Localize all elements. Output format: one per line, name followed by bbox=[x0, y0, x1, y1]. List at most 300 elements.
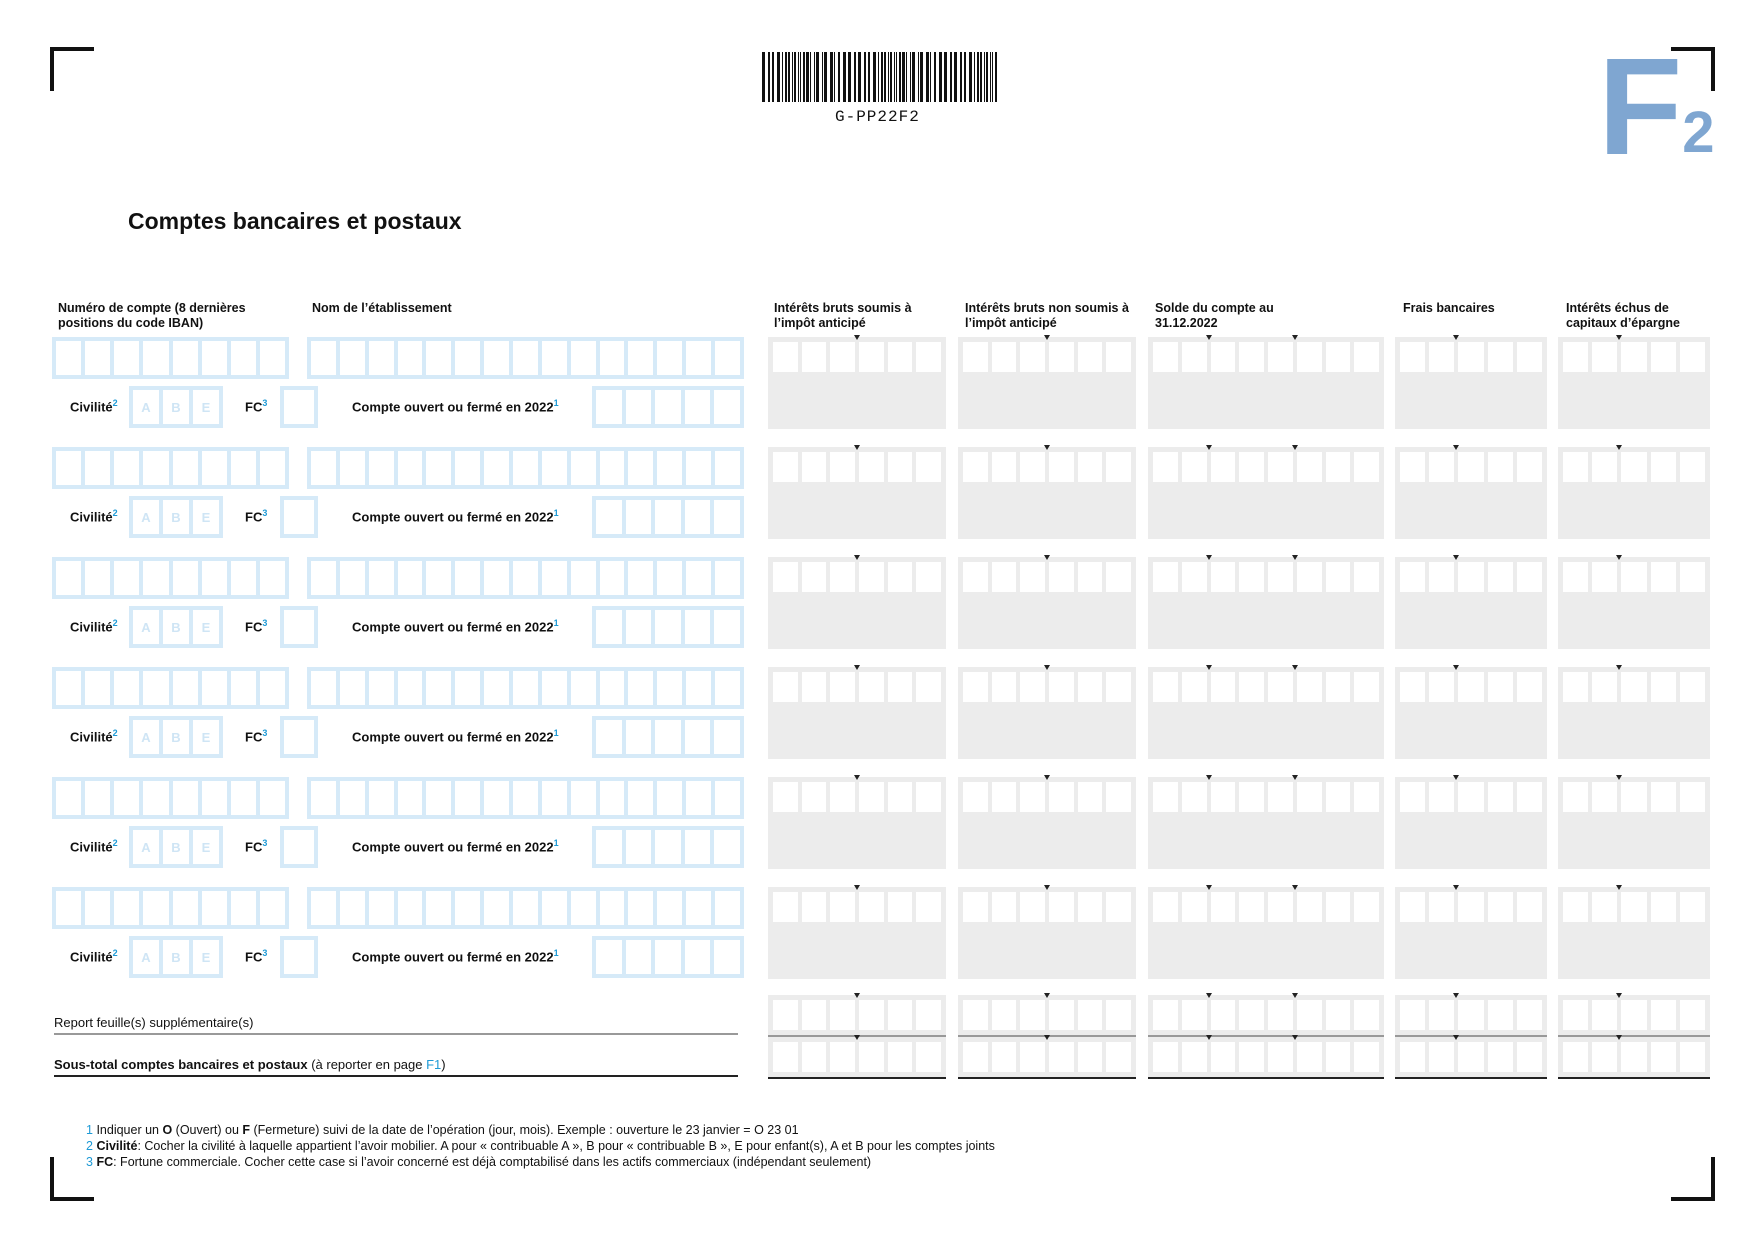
amount-field-digit-cell[interactable] bbox=[1182, 782, 1207, 812]
amount-field-digit-cell[interactable] bbox=[1239, 672, 1264, 702]
institution-name-field-cell[interactable] bbox=[571, 671, 596, 705]
account-number-field-cell[interactable] bbox=[114, 781, 139, 815]
institution-name-field-cell[interactable] bbox=[369, 451, 394, 485]
civility-field-cell[interactable]: A bbox=[133, 940, 159, 974]
institution-name-field-cell[interactable] bbox=[715, 341, 740, 375]
amount-field-digit-cell[interactable] bbox=[963, 342, 988, 372]
amount-field-digit-cell[interactable] bbox=[1354, 782, 1379, 812]
civility-field-cell[interactable]: B bbox=[163, 830, 189, 864]
institution-name-field-cell[interactable] bbox=[542, 561, 567, 595]
account-number-field-cell[interactable] bbox=[231, 341, 256, 375]
institution-name-field-cell[interactable] bbox=[455, 781, 480, 815]
account-number-field-cell[interactable] bbox=[202, 671, 227, 705]
account-number-field-cell[interactable] bbox=[260, 781, 285, 815]
opened-closed-field-cell[interactable] bbox=[655, 390, 681, 424]
amount-field-digit-cell[interactable] bbox=[1517, 892, 1542, 922]
amount-field-digit-cell[interactable] bbox=[992, 562, 1017, 592]
institution-name-field-cell[interactable] bbox=[484, 561, 509, 595]
amount-field-digit-cell[interactable] bbox=[1517, 452, 1542, 482]
amount-field-digit-cell[interactable] bbox=[802, 452, 827, 482]
amount-field-digit-cell[interactable] bbox=[1239, 452, 1264, 482]
account-number-field-cell[interactable] bbox=[114, 671, 139, 705]
institution-name-field-cell[interactable] bbox=[484, 671, 509, 705]
institution-name-field-cell[interactable] bbox=[426, 341, 451, 375]
institution-name-field-cell[interactable] bbox=[513, 671, 538, 705]
amount-field-digit-cell[interactable] bbox=[888, 782, 913, 812]
amount-field-digit-cell[interactable] bbox=[916, 672, 941, 702]
amount-field-digit-cell[interactable] bbox=[1563, 342, 1588, 372]
amount-field-digit-cell[interactable] bbox=[1488, 672, 1513, 702]
report-amount-field-digit-cell[interactable] bbox=[1592, 1000, 1617, 1030]
amount-field-digit-cell[interactable] bbox=[830, 452, 855, 482]
amount-field-digit-cell[interactable] bbox=[1182, 672, 1207, 702]
amount-field-digit-cell[interactable] bbox=[802, 342, 827, 372]
report-amount-field-digit-cell[interactable] bbox=[1049, 1000, 1074, 1030]
amount-field-digit-cell[interactable] bbox=[1621, 672, 1646, 702]
subtotal-amount-field-digit-cell[interactable] bbox=[1680, 1042, 1705, 1072]
amount-field-digit-cell[interactable] bbox=[1153, 342, 1178, 372]
amount-field-digit-cell[interactable] bbox=[1326, 892, 1351, 922]
amount-field-digit-cell[interactable] bbox=[1354, 452, 1379, 482]
amount-field-digit-cell[interactable] bbox=[1517, 342, 1542, 372]
subtotal-amount-field-digit-cell[interactable] bbox=[1354, 1042, 1379, 1072]
institution-name-field-cell[interactable] bbox=[426, 891, 451, 925]
institution-name-field-cell[interactable] bbox=[340, 781, 365, 815]
amount-field-digit-cell[interactable] bbox=[1621, 562, 1646, 592]
account-number-field-cell[interactable] bbox=[56, 341, 81, 375]
amount-field-digit-cell[interactable] bbox=[1049, 892, 1074, 922]
amount-field-digit-cell[interactable] bbox=[1182, 452, 1207, 482]
account-number-field-cell[interactable] bbox=[173, 671, 198, 705]
amount-field-digit-cell[interactable] bbox=[1429, 562, 1454, 592]
amount-field-digit-cell[interactable] bbox=[1326, 452, 1351, 482]
opened-closed-field-cell[interactable] bbox=[685, 610, 711, 644]
amount-field-digit-cell[interactable] bbox=[963, 672, 988, 702]
amount-field-digit-cell[interactable] bbox=[1488, 892, 1513, 922]
institution-name-field-cell[interactable] bbox=[657, 561, 682, 595]
opened-closed-field-cell[interactable] bbox=[626, 500, 652, 534]
amount-field-digit-cell[interactable] bbox=[916, 342, 941, 372]
amount-field-digit-cell[interactable] bbox=[1621, 782, 1646, 812]
institution-name-field-cell[interactable] bbox=[628, 781, 653, 815]
subtotal-page-ref[interactable]: F1 bbox=[426, 1057, 442, 1072]
amount-field-digit-cell[interactable] bbox=[916, 562, 941, 592]
institution-name-field-cell[interactable] bbox=[600, 561, 625, 595]
subtotal-amount-field-digit-cell[interactable] bbox=[1153, 1042, 1178, 1072]
amount-field-digit-cell[interactable] bbox=[1651, 672, 1676, 702]
amount-field-digit-cell[interactable] bbox=[1106, 892, 1131, 922]
amount-field-digit-cell[interactable] bbox=[1020, 562, 1045, 592]
institution-name-field-cell[interactable] bbox=[686, 451, 711, 485]
amount-field-digit-cell[interactable] bbox=[859, 452, 884, 482]
subtotal-amount-field-digit-cell[interactable] bbox=[1182, 1042, 1207, 1072]
amount-field-digit-cell[interactable] bbox=[1592, 562, 1617, 592]
amount-field-digit-cell[interactable] bbox=[1680, 342, 1705, 372]
opened-closed-field-cell[interactable] bbox=[626, 720, 652, 754]
subtotal-amount-field-digit-cell[interactable] bbox=[1488, 1042, 1513, 1072]
amount-field-digit-cell[interactable] bbox=[1078, 342, 1103, 372]
amount-field-digit-cell[interactable] bbox=[992, 892, 1017, 922]
institution-name-field-cell[interactable] bbox=[426, 671, 451, 705]
amount-field-digit-cell[interactable] bbox=[773, 562, 798, 592]
amount-field-digit-cell[interactable] bbox=[1680, 892, 1705, 922]
amount-field-digit-cell[interactable] bbox=[1078, 672, 1103, 702]
report-amount-field-digit-cell[interactable] bbox=[1153, 1000, 1178, 1030]
account-number-field-cell[interactable] bbox=[114, 561, 139, 595]
institution-name-field-cell[interactable] bbox=[686, 671, 711, 705]
account-number-field-cell[interactable] bbox=[85, 561, 110, 595]
amount-field-digit-cell[interactable] bbox=[1078, 452, 1103, 482]
amount-field-digit-cell[interactable] bbox=[1020, 672, 1045, 702]
civility-field-cell[interactable]: A bbox=[133, 610, 159, 644]
amount-field-digit-cell[interactable] bbox=[1049, 342, 1074, 372]
report-amount-field-digit-cell[interactable] bbox=[1268, 1000, 1293, 1030]
fc-checkbox-cell[interactable] bbox=[284, 610, 314, 644]
subtotal-amount-field-digit-cell[interactable] bbox=[1563, 1042, 1588, 1072]
institution-name-field-cell[interactable] bbox=[657, 671, 682, 705]
amount-field-digit-cell[interactable] bbox=[1517, 782, 1542, 812]
institution-name-field-cell[interactable] bbox=[311, 781, 336, 815]
amount-field-digit-cell[interactable] bbox=[1354, 892, 1379, 922]
amount-field-digit-cell[interactable] bbox=[1106, 342, 1131, 372]
amount-field-digit-cell[interactable] bbox=[773, 672, 798, 702]
amount-field-digit-cell[interactable] bbox=[1400, 782, 1425, 812]
amount-field-digit-cell[interactable] bbox=[963, 562, 988, 592]
account-number-field-cell[interactable] bbox=[231, 671, 256, 705]
amount-field-digit-cell[interactable] bbox=[1563, 782, 1588, 812]
subtotal-amount-field-digit-cell[interactable] bbox=[1592, 1042, 1617, 1072]
amount-field-digit-cell[interactable] bbox=[1458, 562, 1483, 592]
amount-field-digit-cell[interactable] bbox=[1182, 342, 1207, 372]
amount-field-digit-cell[interactable] bbox=[1458, 892, 1483, 922]
fc-checkbox-cell[interactable] bbox=[284, 830, 314, 864]
amount-field-digit-cell[interactable] bbox=[1680, 562, 1705, 592]
amount-field-digit-cell[interactable] bbox=[1458, 342, 1483, 372]
institution-name-field-cell[interactable] bbox=[369, 891, 394, 925]
report-amount-field-digit-cell[interactable] bbox=[1239, 1000, 1264, 1030]
opened-closed-field-cell[interactable] bbox=[714, 720, 740, 754]
fc-checkbox-cell[interactable] bbox=[284, 500, 314, 534]
amount-field-digit-cell[interactable] bbox=[1429, 892, 1454, 922]
amount-field-digit-cell[interactable] bbox=[773, 452, 798, 482]
amount-field-digit-cell[interactable] bbox=[1488, 562, 1513, 592]
opened-closed-field-cell[interactable] bbox=[655, 610, 681, 644]
institution-name-field-cell[interactable] bbox=[340, 671, 365, 705]
institution-name-field-cell[interactable] bbox=[542, 891, 567, 925]
institution-name-field-cell[interactable] bbox=[398, 341, 423, 375]
account-number-field-cell[interactable] bbox=[260, 561, 285, 595]
civility-field-cell[interactable]: A bbox=[133, 830, 159, 864]
report-amount-field-digit-cell[interactable] bbox=[1020, 1000, 1045, 1030]
institution-name-field-cell[interactable] bbox=[715, 561, 740, 595]
account-number-field-cell[interactable] bbox=[114, 891, 139, 925]
amount-field-digit-cell[interactable] bbox=[1517, 672, 1542, 702]
opened-closed-field-cell[interactable] bbox=[655, 720, 681, 754]
amount-field-digit-cell[interactable] bbox=[1458, 672, 1483, 702]
amount-field-digit-cell[interactable] bbox=[1621, 452, 1646, 482]
institution-name-field-cell[interactable] bbox=[398, 671, 423, 705]
amount-field-digit-cell[interactable] bbox=[1268, 342, 1293, 372]
amount-field-digit-cell[interactable] bbox=[1239, 562, 1264, 592]
amount-field-digit-cell[interactable] bbox=[1680, 452, 1705, 482]
opened-closed-field-cell[interactable] bbox=[596, 610, 622, 644]
amount-field-digit-cell[interactable] bbox=[1326, 672, 1351, 702]
report-amount-field-digit-cell[interactable] bbox=[1563, 1000, 1588, 1030]
institution-name-field-cell[interactable] bbox=[426, 781, 451, 815]
report-amount-field-digit-cell[interactable] bbox=[916, 1000, 941, 1030]
report-amount-field-digit-cell[interactable] bbox=[773, 1000, 798, 1030]
account-number-field-cell[interactable] bbox=[231, 891, 256, 925]
opened-closed-field-cell[interactable] bbox=[685, 500, 711, 534]
amount-field-digit-cell[interactable] bbox=[1078, 892, 1103, 922]
report-amount-field-digit-cell[interactable] bbox=[1297, 1000, 1322, 1030]
amount-field-digit-cell[interactable] bbox=[1297, 562, 1322, 592]
report-amount-field-digit-cell[interactable] bbox=[1680, 1000, 1705, 1030]
institution-name-field-cell[interactable] bbox=[513, 781, 538, 815]
amount-field-digit-cell[interactable] bbox=[1326, 562, 1351, 592]
institution-name-field-cell[interactable] bbox=[513, 451, 538, 485]
amount-field-digit-cell[interactable] bbox=[859, 562, 884, 592]
institution-name-field-cell[interactable] bbox=[426, 451, 451, 485]
fc-checkbox-cell[interactable] bbox=[284, 720, 314, 754]
opened-closed-field-cell[interactable] bbox=[596, 720, 622, 754]
report-amount-field-digit-cell[interactable] bbox=[1429, 1000, 1454, 1030]
amount-field-digit-cell[interactable] bbox=[1400, 562, 1425, 592]
amount-field-digit-cell[interactable] bbox=[1429, 672, 1454, 702]
amount-field-digit-cell[interactable] bbox=[1153, 452, 1178, 482]
account-number-field-cell[interactable] bbox=[231, 781, 256, 815]
account-number-field-cell[interactable] bbox=[85, 341, 110, 375]
amount-field-digit-cell[interactable] bbox=[1354, 562, 1379, 592]
account-number-field-cell[interactable] bbox=[114, 451, 139, 485]
civility-field-cell[interactable]: B bbox=[163, 720, 189, 754]
subtotal-amount-field-digit-cell[interactable] bbox=[916, 1042, 941, 1072]
account-number-field-cell[interactable] bbox=[260, 451, 285, 485]
institution-name-field-cell[interactable] bbox=[455, 891, 480, 925]
subtotal-amount-field-digit-cell[interactable] bbox=[1517, 1042, 1542, 1072]
amount-field-digit-cell[interactable] bbox=[992, 782, 1017, 812]
report-amount-field-digit-cell[interactable] bbox=[859, 1000, 884, 1030]
civility-field-cell[interactable]: E bbox=[193, 500, 219, 534]
amount-field-digit-cell[interactable] bbox=[802, 892, 827, 922]
account-number-field-cell[interactable] bbox=[143, 781, 168, 815]
opened-closed-field-cell[interactable] bbox=[626, 940, 652, 974]
amount-field-digit-cell[interactable] bbox=[1297, 452, 1322, 482]
subtotal-amount-field-digit-cell[interactable] bbox=[802, 1042, 827, 1072]
amount-field-digit-cell[interactable] bbox=[1268, 562, 1293, 592]
amount-field-digit-cell[interactable] bbox=[1020, 892, 1045, 922]
report-amount-field-digit-cell[interactable] bbox=[802, 1000, 827, 1030]
amount-field-digit-cell[interactable] bbox=[992, 672, 1017, 702]
account-number-field-cell[interactable] bbox=[143, 341, 168, 375]
institution-name-field-cell[interactable] bbox=[455, 451, 480, 485]
account-number-field-cell[interactable] bbox=[173, 341, 198, 375]
institution-name-field-cell[interactable] bbox=[628, 451, 653, 485]
amount-field-digit-cell[interactable] bbox=[1517, 562, 1542, 592]
opened-closed-field-cell[interactable] bbox=[685, 940, 711, 974]
subtotal-amount-field-digit-cell[interactable] bbox=[1106, 1042, 1131, 1072]
amount-field-digit-cell[interactable] bbox=[1651, 892, 1676, 922]
amount-field-digit-cell[interactable] bbox=[1458, 452, 1483, 482]
institution-name-field-cell[interactable] bbox=[657, 451, 682, 485]
account-number-field-cell[interactable] bbox=[56, 451, 81, 485]
opened-closed-field-cell[interactable] bbox=[655, 500, 681, 534]
amount-field-digit-cell[interactable] bbox=[963, 892, 988, 922]
amount-field-digit-cell[interactable] bbox=[1049, 452, 1074, 482]
institution-name-field-cell[interactable] bbox=[715, 781, 740, 815]
amount-field-digit-cell[interactable] bbox=[1078, 782, 1103, 812]
account-number-field-cell[interactable] bbox=[143, 891, 168, 925]
report-amount-field-digit-cell[interactable] bbox=[830, 1000, 855, 1030]
opened-closed-field-cell[interactable] bbox=[626, 390, 652, 424]
account-number-field-cell[interactable] bbox=[114, 341, 139, 375]
institution-name-field-cell[interactable] bbox=[628, 671, 653, 705]
opened-closed-field-cell[interactable] bbox=[714, 610, 740, 644]
civility-field-cell[interactable]: E bbox=[193, 390, 219, 424]
account-number-field-cell[interactable] bbox=[85, 671, 110, 705]
account-number-field-cell[interactable] bbox=[202, 891, 227, 925]
institution-name-field-cell[interactable] bbox=[657, 341, 682, 375]
institution-name-field-cell[interactable] bbox=[311, 341, 336, 375]
account-number-field-cell[interactable] bbox=[231, 561, 256, 595]
institution-name-field-cell[interactable] bbox=[369, 781, 394, 815]
report-amount-field-digit-cell[interactable] bbox=[1651, 1000, 1676, 1030]
institution-name-field-cell[interactable] bbox=[600, 671, 625, 705]
opened-closed-field-cell[interactable] bbox=[714, 940, 740, 974]
amount-field-digit-cell[interactable] bbox=[963, 782, 988, 812]
subtotal-amount-field-digit-cell[interactable] bbox=[1239, 1042, 1264, 1072]
subtotal-amount-field-digit-cell[interactable] bbox=[1211, 1042, 1236, 1072]
civility-field-cell[interactable]: B bbox=[163, 610, 189, 644]
subtotal-amount-field-digit-cell[interactable] bbox=[963, 1042, 988, 1072]
amount-field-digit-cell[interactable] bbox=[1211, 342, 1236, 372]
report-amount-field-digit-cell[interactable] bbox=[1354, 1000, 1379, 1030]
amount-field-digit-cell[interactable] bbox=[1106, 452, 1131, 482]
report-amount-field-digit-cell[interactable] bbox=[963, 1000, 988, 1030]
report-amount-field-digit-cell[interactable] bbox=[992, 1000, 1017, 1030]
amount-field-digit-cell[interactable] bbox=[1592, 452, 1617, 482]
institution-name-field-cell[interactable] bbox=[426, 561, 451, 595]
institution-name-field-cell[interactable] bbox=[600, 451, 625, 485]
amount-field-digit-cell[interactable] bbox=[1182, 562, 1207, 592]
subtotal-amount-field-digit-cell[interactable] bbox=[1297, 1042, 1322, 1072]
amount-field-digit-cell[interactable] bbox=[1211, 782, 1236, 812]
amount-field-digit-cell[interactable] bbox=[1239, 892, 1264, 922]
amount-field-digit-cell[interactable] bbox=[802, 782, 827, 812]
opened-closed-field-cell[interactable] bbox=[714, 500, 740, 534]
amount-field-digit-cell[interactable] bbox=[802, 562, 827, 592]
institution-name-field-cell[interactable] bbox=[628, 891, 653, 925]
institution-name-field-cell[interactable] bbox=[369, 341, 394, 375]
subtotal-amount-field-digit-cell[interactable] bbox=[773, 1042, 798, 1072]
report-amount-field-digit-cell[interactable] bbox=[1400, 1000, 1425, 1030]
amount-field-digit-cell[interactable] bbox=[1153, 892, 1178, 922]
amount-field-digit-cell[interactable] bbox=[1458, 782, 1483, 812]
amount-field-digit-cell[interactable] bbox=[1297, 672, 1322, 702]
amount-field-digit-cell[interactable] bbox=[1651, 782, 1676, 812]
opened-closed-field-cell[interactable] bbox=[596, 940, 622, 974]
amount-field-digit-cell[interactable] bbox=[830, 672, 855, 702]
institution-name-field-cell[interactable] bbox=[542, 451, 567, 485]
institution-name-field-cell[interactable] bbox=[571, 891, 596, 925]
institution-name-field-cell[interactable] bbox=[369, 671, 394, 705]
report-amount-field-digit-cell[interactable] bbox=[1326, 1000, 1351, 1030]
amount-field-digit-cell[interactable] bbox=[1153, 562, 1178, 592]
institution-name-field-cell[interactable] bbox=[686, 781, 711, 815]
amount-field-digit-cell[interactable] bbox=[1049, 672, 1074, 702]
subtotal-amount-field-digit-cell[interactable] bbox=[888, 1042, 913, 1072]
subtotal-amount-field-digit-cell[interactable] bbox=[1078, 1042, 1103, 1072]
amount-field-digit-cell[interactable] bbox=[1326, 782, 1351, 812]
subtotal-amount-field-digit-cell[interactable] bbox=[830, 1042, 855, 1072]
account-number-field-cell[interactable] bbox=[143, 671, 168, 705]
amount-field-digit-cell[interactable] bbox=[1354, 672, 1379, 702]
report-amount-field-digit-cell[interactable] bbox=[1488, 1000, 1513, 1030]
institution-name-field-cell[interactable] bbox=[455, 671, 480, 705]
institution-name-field-cell[interactable] bbox=[600, 341, 625, 375]
institution-name-field-cell[interactable] bbox=[398, 561, 423, 595]
report-amount-field-digit-cell[interactable] bbox=[1106, 1000, 1131, 1030]
amount-field-digit-cell[interactable] bbox=[1078, 562, 1103, 592]
account-number-field-cell[interactable] bbox=[202, 341, 227, 375]
amount-field-digit-cell[interactable] bbox=[1211, 562, 1236, 592]
institution-name-field-cell[interactable] bbox=[715, 451, 740, 485]
amount-field-digit-cell[interactable] bbox=[916, 452, 941, 482]
institution-name-field-cell[interactable] bbox=[311, 891, 336, 925]
amount-field-digit-cell[interactable] bbox=[888, 562, 913, 592]
amount-field-digit-cell[interactable] bbox=[1400, 672, 1425, 702]
amount-field-digit-cell[interactable] bbox=[1020, 452, 1045, 482]
amount-field-digit-cell[interactable] bbox=[830, 892, 855, 922]
institution-name-field-cell[interactable] bbox=[600, 891, 625, 925]
civility-field-cell[interactable]: E bbox=[193, 830, 219, 864]
institution-name-field-cell[interactable] bbox=[571, 341, 596, 375]
civility-field-cell[interactable]: E bbox=[193, 720, 219, 754]
amount-field-digit-cell[interactable] bbox=[1297, 782, 1322, 812]
institution-name-field-cell[interactable] bbox=[686, 891, 711, 925]
amount-field-digit-cell[interactable] bbox=[1651, 342, 1676, 372]
amount-field-digit-cell[interactable] bbox=[1429, 342, 1454, 372]
amount-field-digit-cell[interactable] bbox=[1621, 342, 1646, 372]
subtotal-amount-field-digit-cell[interactable] bbox=[1400, 1042, 1425, 1072]
civility-field-cell[interactable]: B bbox=[163, 390, 189, 424]
account-number-field-cell[interactable] bbox=[260, 891, 285, 925]
institution-name-field-cell[interactable] bbox=[571, 451, 596, 485]
account-number-field-cell[interactable] bbox=[85, 891, 110, 925]
subtotal-amount-field-digit-cell[interactable] bbox=[1651, 1042, 1676, 1072]
institution-name-field-cell[interactable] bbox=[311, 451, 336, 485]
amount-field-digit-cell[interactable] bbox=[859, 892, 884, 922]
amount-field-digit-cell[interactable] bbox=[1182, 892, 1207, 922]
subtotal-amount-field-digit-cell[interactable] bbox=[992, 1042, 1017, 1072]
account-number-field-cell[interactable] bbox=[85, 781, 110, 815]
amount-field-digit-cell[interactable] bbox=[888, 342, 913, 372]
amount-field-digit-cell[interactable] bbox=[1106, 672, 1131, 702]
institution-name-field-cell[interactable] bbox=[455, 561, 480, 595]
institution-name-field-cell[interactable] bbox=[686, 341, 711, 375]
subtotal-amount-field-digit-cell[interactable] bbox=[1621, 1042, 1646, 1072]
amount-field-digit-cell[interactable] bbox=[1400, 452, 1425, 482]
institution-name-field-cell[interactable] bbox=[340, 561, 365, 595]
amount-field-digit-cell[interactable] bbox=[1153, 782, 1178, 812]
opened-closed-field-cell[interactable] bbox=[596, 830, 622, 864]
opened-closed-field-cell[interactable] bbox=[685, 720, 711, 754]
amount-field-digit-cell[interactable] bbox=[1592, 342, 1617, 372]
subtotal-amount-field-digit-cell[interactable] bbox=[1268, 1042, 1293, 1072]
amount-field-digit-cell[interactable] bbox=[802, 672, 827, 702]
account-number-field-cell[interactable] bbox=[231, 451, 256, 485]
amount-field-digit-cell[interactable] bbox=[859, 782, 884, 812]
